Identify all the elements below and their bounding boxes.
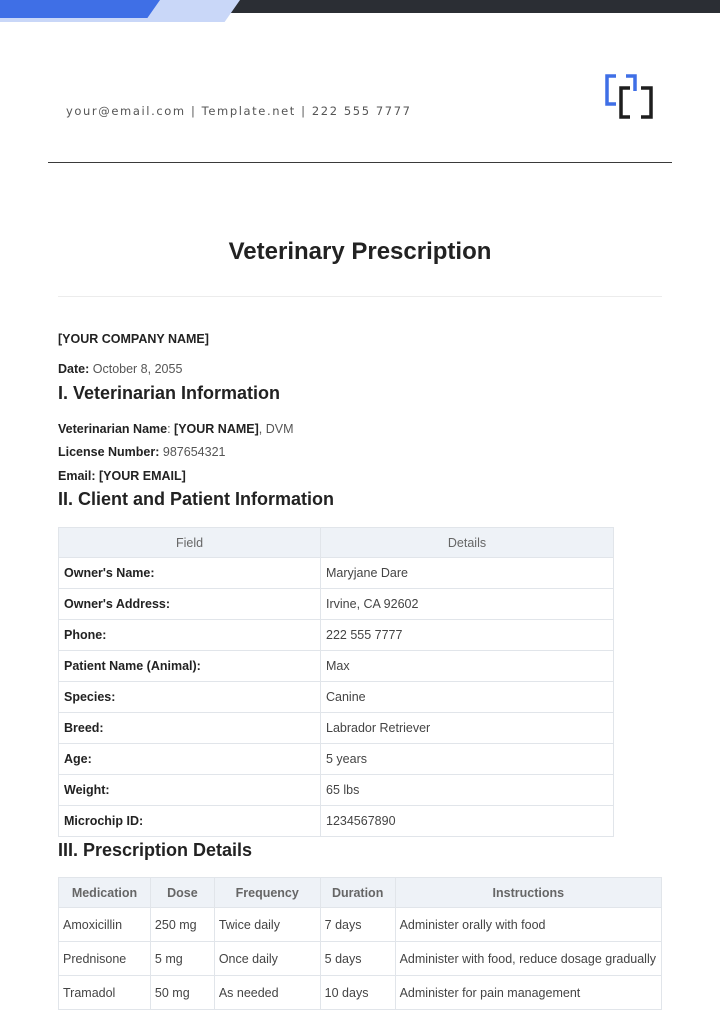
- client-patient-table: [58, 527, 614, 837]
- column-header-frequency: Frequency: [214, 878, 320, 908]
- email-label: Email:: [58, 469, 96, 483]
- table-row: [59, 744, 614, 775]
- table-header-row: [59, 528, 614, 558]
- table-row: [59, 589, 614, 620]
- field-cell: Age:: [59, 744, 321, 775]
- medication-cell: Prednisone: [59, 942, 151, 976]
- table-row: [59, 620, 614, 651]
- column-header-field: Field: [59, 528, 321, 558]
- field-cell: Phone:: [59, 620, 321, 651]
- table-row: [59, 806, 614, 837]
- column-header-details: Details: [321, 528, 614, 558]
- table-row: [59, 976, 662, 1010]
- field-cell: Weight:: [59, 775, 321, 806]
- prescription-section-heading: III. Prescription Details: [58, 840, 253, 860]
- dose-cell: 5 mg: [150, 942, 214, 976]
- frequency-cell: As needed: [214, 976, 320, 1010]
- column-header-medication: Medication: [59, 878, 151, 908]
- table-row: [59, 775, 614, 806]
- instructions-cell: Administer orally with food: [395, 908, 661, 942]
- table-header-row: [59, 878, 662, 908]
- value-cell: 1234567890: [321, 806, 614, 837]
- table-row: [59, 908, 662, 942]
- field-cell: Microchip ID:: [59, 806, 321, 837]
- value-cell: Irvine, CA 92602: [321, 589, 614, 620]
- field-cell: Breed:: [59, 713, 321, 744]
- dose-cell: 250 mg: [150, 908, 214, 942]
- column-header-instructions: Instructions: [395, 878, 661, 908]
- column-header-duration: Duration: [320, 878, 395, 908]
- frequency-cell: Once daily: [214, 942, 320, 976]
- frequency-cell: Twice daily: [214, 908, 320, 942]
- license-label: License Number:: [58, 445, 160, 459]
- field-cell: Species:: [59, 682, 321, 713]
- contact-info: your@email.com | Template.net | 222 555 7777: [66, 104, 412, 118]
- instructions-cell: Administer for pain management: [395, 976, 661, 1010]
- accent-blue-stripe: [0, 0, 160, 18]
- value-cell: Canine: [321, 682, 614, 713]
- top-accent: [0, 0, 250, 26]
- company-name: [YOUR COMPANY NAME]: [58, 332, 209, 346]
- column-header-dose: Dose: [150, 878, 214, 908]
- value-cell: 222 555 7777: [321, 620, 614, 651]
- vet-name-suffix: , DVM: [258, 422, 294, 436]
- medication-cell: Tramadol: [59, 976, 151, 1010]
- duration-cell: 10 days: [320, 976, 395, 1010]
- field-cell: Patient Name (Animal):: [59, 651, 321, 682]
- value-cell: 65 lbs: [321, 775, 614, 806]
- license-line: [58, 445, 225, 459]
- license-value: 987654321: [162, 445, 226, 459]
- date-line: [58, 362, 182, 376]
- table-row: [59, 558, 614, 589]
- header-divider: [48, 162, 672, 163]
- vet-name-line: Veterinarian Name: [YOUR NAME], DVM: [58, 422, 294, 436]
- date-value: October 8, 2055: [92, 362, 183, 376]
- table-row: [59, 713, 614, 744]
- table-row: [59, 682, 614, 713]
- prescription-table: [58, 877, 662, 1010]
- bracket-logo-icon: [604, 74, 654, 120]
- duration-cell: 7 days: [320, 908, 395, 942]
- value-cell: Maryjane Dare: [321, 558, 614, 589]
- medication-cell: Amoxicillin: [59, 908, 151, 942]
- vet-name-label: Veterinarian Name: [58, 422, 168, 436]
- table-row: [59, 942, 662, 976]
- page-title: Veterinary Prescription: [228, 238, 492, 265]
- date-label: Date:: [58, 362, 90, 376]
- email-value: [YOUR EMAIL]: [99, 469, 186, 483]
- vet-section-heading: I. Veterinarian Information: [58, 383, 281, 403]
- vet-name-value: [YOUR NAME]: [174, 422, 259, 436]
- duration-cell: 5 days: [320, 942, 395, 976]
- value-cell: Labrador Retriever: [321, 713, 614, 744]
- field-cell: Owner's Address:: [59, 589, 321, 620]
- field-cell: Owner's Name:: [59, 558, 321, 589]
- table-row: [59, 651, 614, 682]
- dose-cell: 50 mg: [150, 976, 214, 1010]
- client-section-heading: II. Client and Patient Information: [58, 489, 335, 509]
- instructions-cell: Administer with food, reduce dosage gradually: [395, 942, 661, 976]
- value-cell: 5 years: [321, 744, 614, 775]
- title-divider: [58, 296, 662, 297]
- email-line: [58, 469, 186, 483]
- value-cell: Max: [321, 651, 614, 682]
